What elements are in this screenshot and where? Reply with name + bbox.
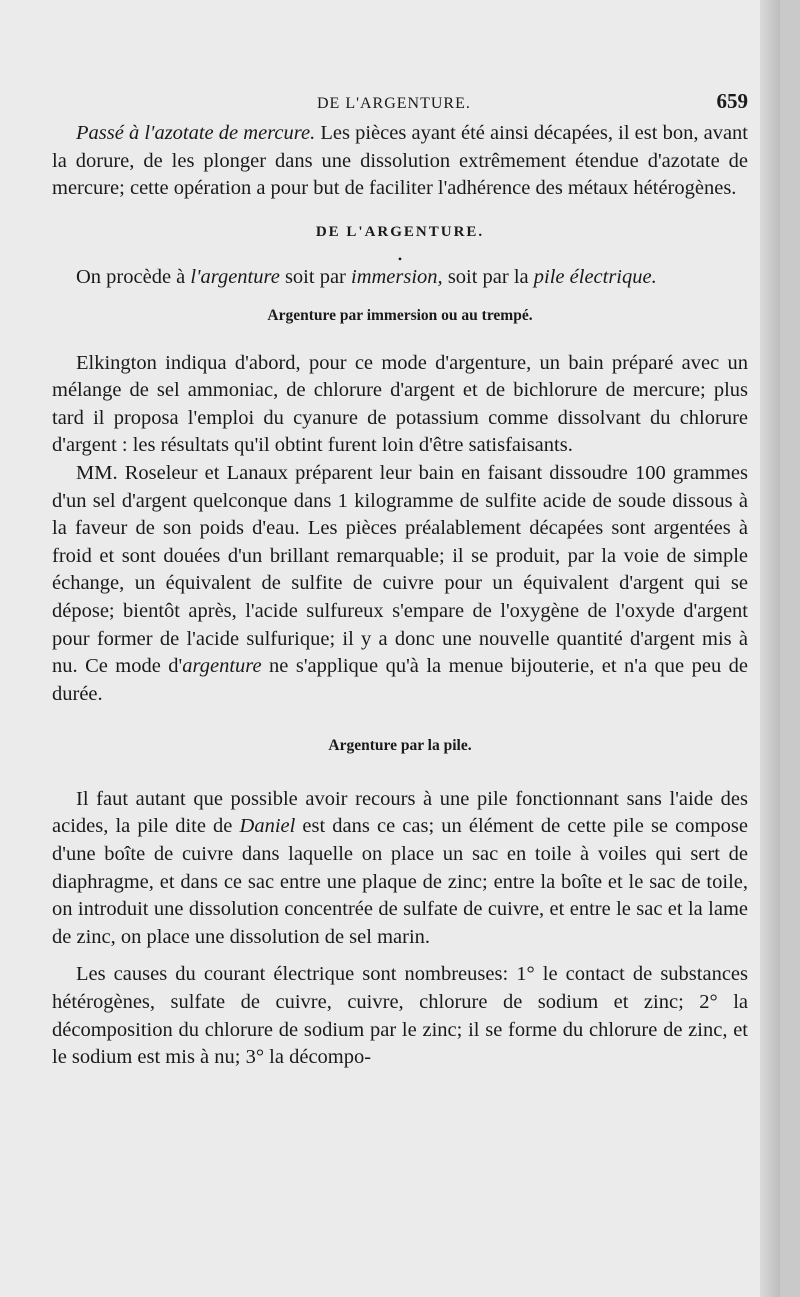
paragraph-gap xyxy=(52,951,748,961)
paragraph-daniel-pile: Il faut autant que possible avoir recours à une pile fonctionnant sans l'aide des acides, la pile dite de Daniel est dans ce cas; un élément de cette pile se compose d'une boîte de cuivre dans laquelle on place un sac en toile à voiles qui sert de diaphragme, et dans ce sac entre une plaque de zinc; entre la boîte et le sac de toile, on introduit une dissolution concentrée de sulfate de cuivre, et entre le sac et la lame de zinc, on place une dissolution de sel marin. xyxy=(52,787,749,948)
paragraph-current-causes: Les causes du courant électrique sont nombreuses: 1° le contact de substances hétérogènes, sulfate de cuivre, cuivre, chlorure de sodium et zinc; 2° la décomposition du chlorure de sodium par le zinc; il se forme du chlorure de zinc, et le sodium est mis à nu; 3° la décompo- xyxy=(52,963,748,1069)
running-head xyxy=(52,88,748,120)
section-title: DE L'ARGENTURE. xyxy=(315,223,485,240)
subheading-pile: Argenture par la pile. xyxy=(328,737,472,755)
page-content xyxy=(52,88,748,1072)
dot-mark: • xyxy=(397,252,403,267)
paragraph-text: Les pièces ayant été ainsi décapées, il est bon, avant la dorure, de les plonger dans une dissolution extrêmement étendue d'azotate de mercure; cette opération a pour but de faciliter l'adhérence des métaux hétérogènes. xyxy=(52,122,748,200)
paragraph-argenture-methods: On procède à l'argenture soit par immersion, soit par la pile électrique. xyxy=(76,266,657,289)
paragraph-mercury-dip xyxy=(52,120,748,203)
subheading-immersion: Argenture par immersion ou au trempé. xyxy=(267,306,533,324)
paragraph-roseleur: MM. Roseleur et Lanaux préparent leur bain en faisant dissoudre 100 grammes d'un sel d'argent quelconque dans 1 kilogramme de sulfite acide de soude dissous à la faveur de son poids d'eau. Les pièces préalablement décapées sont argentées à froid et sont douées d'un brillant remarquable; il se produit, par la voie de simple échange, un équivalent de sulfite de cuivre pour un équivalent d'argent qui se dépose; bientôt après, l'acide sulfureux s'empare de l'oxygène de l'oxyde d'argent pour former de l'acide sulfurique; il y a donc une nouvelle quantité d'argent mis à nu. Ce mode d'argenture ne s'applique qu'à la menue bijouterie, et n'a que peu de durée. xyxy=(52,461,749,705)
paragraph-lead: Passé à l'azotate de mercure. xyxy=(76,122,316,144)
page-number: 659 xyxy=(716,89,748,113)
page-edge xyxy=(760,0,780,1297)
paragraph-elkington: Elkington indiqua d'abord, pour ce mode d'argenture, un bain préparé avec un mélange de sel ammoniac, de chlorure d'argent et de bichlorure de mercure; plus tard il proposa l'emploi du cyanure de potassium comme dissolvant du chlorure d'argent : les résultats qu'il obtint furent loin d'être satisfaisants. xyxy=(52,351,748,457)
running-title: DE L'ARGENTURE. xyxy=(317,95,471,112)
